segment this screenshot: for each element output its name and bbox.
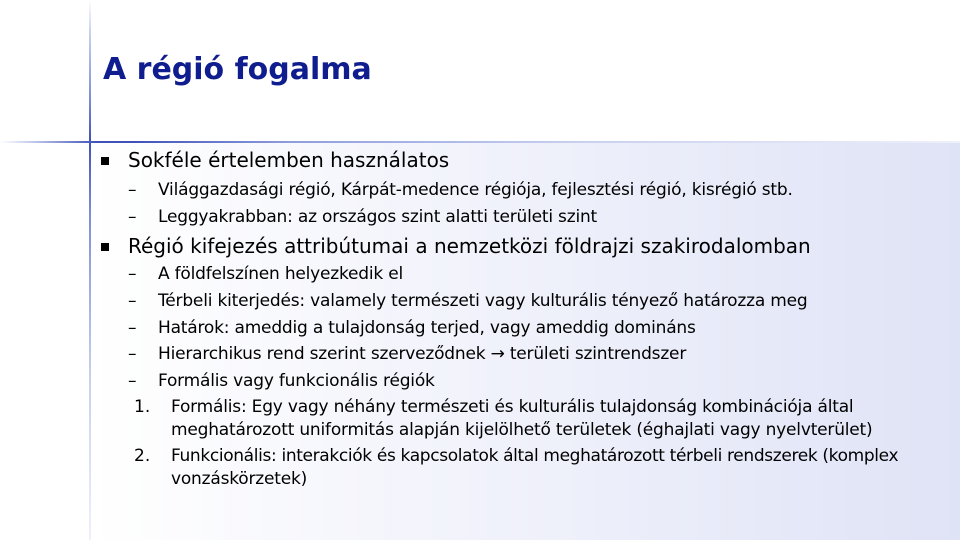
square-bullet-icon xyxy=(101,157,109,165)
dash-marker: – xyxy=(128,291,137,311)
dash-marker: – xyxy=(128,180,137,200)
bullet-text: Régió kifejezés attribútumai a nemzetközi földrajzi szakirodalomban xyxy=(128,234,811,258)
sub-bullet-text: Leggyakrabban: az országos szint alatti területi szint xyxy=(158,207,598,227)
sub-bullet-text: Térbeli kiterjedés: valamely természeti vagy kulturális tényező határozza meg xyxy=(158,291,808,311)
sub-bullet-text: Határok: ameddig a tulajdonság terjed, vagy ameddig domináns xyxy=(158,318,696,338)
sub-bullet-text: Formális vagy funkcionális régiók xyxy=(158,371,435,391)
dash-marker: – xyxy=(128,207,137,227)
sub-bullet-text: Világgazdasági régió, Kárpát-medence régiója, fejlesztési régió, kisrégió stb. xyxy=(158,180,793,200)
sub-bullet-hierarchy xyxy=(158,344,686,364)
list-number: 1. xyxy=(134,397,151,417)
sub-bullet-text: A földfelszínen helyezkedik el xyxy=(158,264,404,284)
numbered-item-text: Formális: Egy vagy néhány természeti és kulturális tulajdonság kombinációja által xyxy=(171,397,854,417)
list-number: 2. xyxy=(134,446,151,466)
numbered-item-text: vonzáskörzetek) xyxy=(171,469,308,489)
dash-marker: – xyxy=(128,344,137,364)
arrow-right-icon: → xyxy=(490,344,505,364)
slide-title: A régió fogalma xyxy=(103,52,372,87)
numbered-item-text: meghatározott uniformitás alapján kijelölhető területek (éghajlati vagy nyelvterület) xyxy=(171,420,873,440)
vertical-rule xyxy=(89,0,91,540)
sub-bullet-text: Hierarchikus rend szerint szerveződnek xyxy=(158,344,491,364)
horizontal-rule xyxy=(0,141,960,143)
sub-bullet-text: területi szintrendszer xyxy=(504,344,687,364)
square-bullet-icon xyxy=(101,243,109,251)
bullet-text: Sokféle értelemben használatos xyxy=(128,148,450,172)
dash-marker: – xyxy=(128,318,137,338)
dash-marker: – xyxy=(128,264,137,284)
dash-marker: – xyxy=(128,371,137,391)
numbered-item-text: Funkcionális: interakciók és kapcsolatok által meghatározott térbeli rendszerek (komplex xyxy=(171,446,899,466)
